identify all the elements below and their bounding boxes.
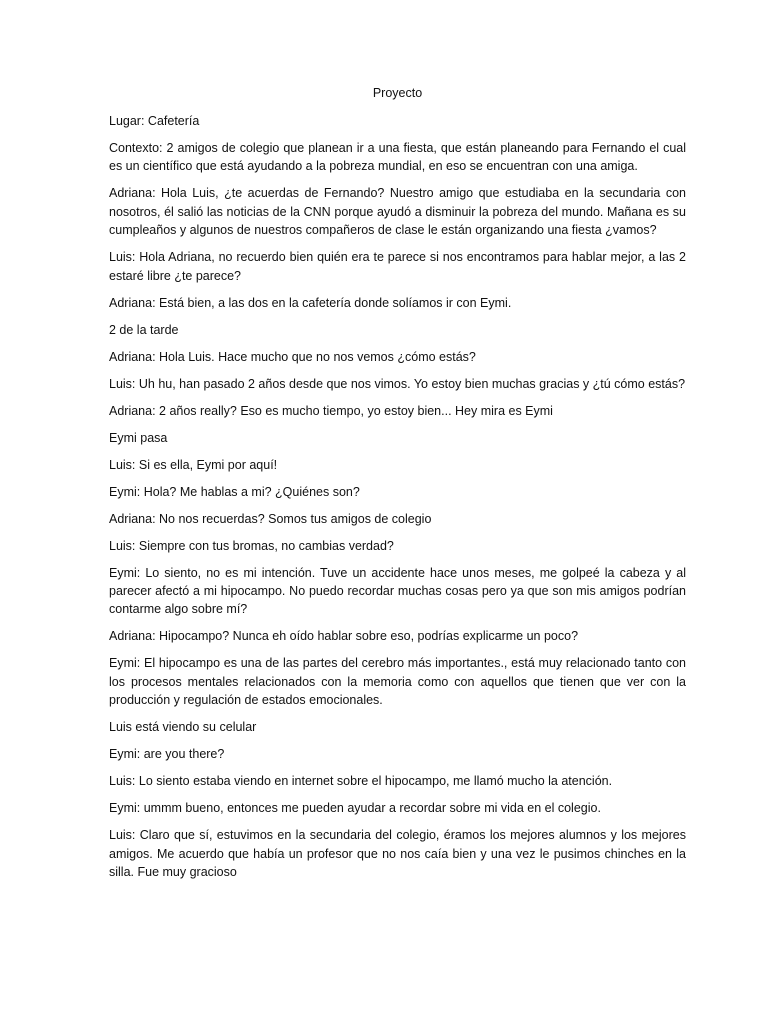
stage-direction: Luis está viendo su celular (109, 720, 257, 735)
dialogue-line: Luis: Hola Adriana, no recuerdo bien quién era te parece si nos encontramos para hablar mejor, a las 2 estaré libre ¿te parece? (109, 250, 686, 283)
dialogue-line: Adriana: 2 años really? Eso es mucho tiempo, yo estoy bien... Hey mira es Eymi (109, 403, 553, 418)
stage-direction: Eymi pasa (109, 430, 168, 445)
dialogue-line: Eymi: Hola? Me hablas a mi? ¿Quiénes son? (109, 484, 360, 499)
stage-direction: 2 de la tarde (109, 322, 179, 337)
paragraph-location: Lugar: Cafetería (109, 114, 200, 128)
dialogue-line: Eymi: are you there? (109, 747, 225, 762)
document-title: Proyecto (372, 86, 423, 100)
dialogue-line: Luis: Lo siento estaba viendo en internet sobre el hipocampo, me llamó mucho la atención. (109, 774, 613, 789)
dialogue-line: Adriana: Hola Luis. Hace mucho que no nos vemos ¿cómo estás? (109, 349, 476, 364)
dialogue-line: Luis: Uh hu, han pasado 2 años desde que nos vimos. Yo estoy bien muchas gracias y ¿tú cómo estás? (109, 376, 686, 391)
dialogue-line: Luis: Claro que sí, estuvimos en la secundaria del colegio, éramos los mejores alumnos y los mejores amigos. Me acuerdo que había un profesor que no nos caía bien y una vez le pusimos chinches en la silla. Fue muy gracioso (109, 828, 686, 880)
dialogue-line: Adriana: Hipocampo? Nunca eh oído hablar sobre eso, podrías explicarme un poco? (109, 629, 579, 644)
dialogue-line: Adriana: No nos recuerdas? Somos tus amigos de colegio (109, 511, 432, 526)
dialogue-line: Eymi: Lo siento, no es mi intención. Tuve un accidente hace unos meses, me golpeé la cabeza y al parecer afectó a mi hipocampo. No puedo recordar muchas cosas pero ya que son mis amigos podrían contarme algo sobre mí? (109, 565, 686, 617)
dialogue-line: Adriana: Hola Luis, ¿te acuerdas de Fernando? Nuestro amigo que estudiaba en la secundaria con nosotros, él salió las noticias de la CNN porque ayudó a disminuir la pobreza del mundo. Mañana es su cumpleaños y algunos de nuestros compañeros de clase le están organizando una fiesta ¿vamos? (109, 186, 686, 238)
dialogue-line: Eymi: ummm bueno, entonces me pueden ayudar a recordar sobre mi vida en el colegio. (109, 801, 601, 816)
dialogue-line: Adriana: Está bien, a las dos en la cafetería donde solíamos ir con Eymi. (109, 295, 512, 310)
dialogue-line: Luis: Si es ella, Eymi por aquí! (109, 457, 278, 472)
paragraph-context: Contexto: 2 amigos de colegio que planean ir a una fiesta, que están planeando para Fernando el cual es un científico que está ayudando a la pobreza mundial, en eso se encuentran con una amiga. (109, 141, 686, 174)
dialogue-line: Luis: Siempre con tus bromas, no cambias verdad? (109, 538, 394, 553)
dialogue-line: Eymi: El hipocampo es una de las partes del cerebro más importantes., está muy relacionado tanto con los procesos mentales relacionados con la memoria como con aquellos que tienen que ver con la producción y regulación de estados emocionales. (109, 656, 686, 708)
